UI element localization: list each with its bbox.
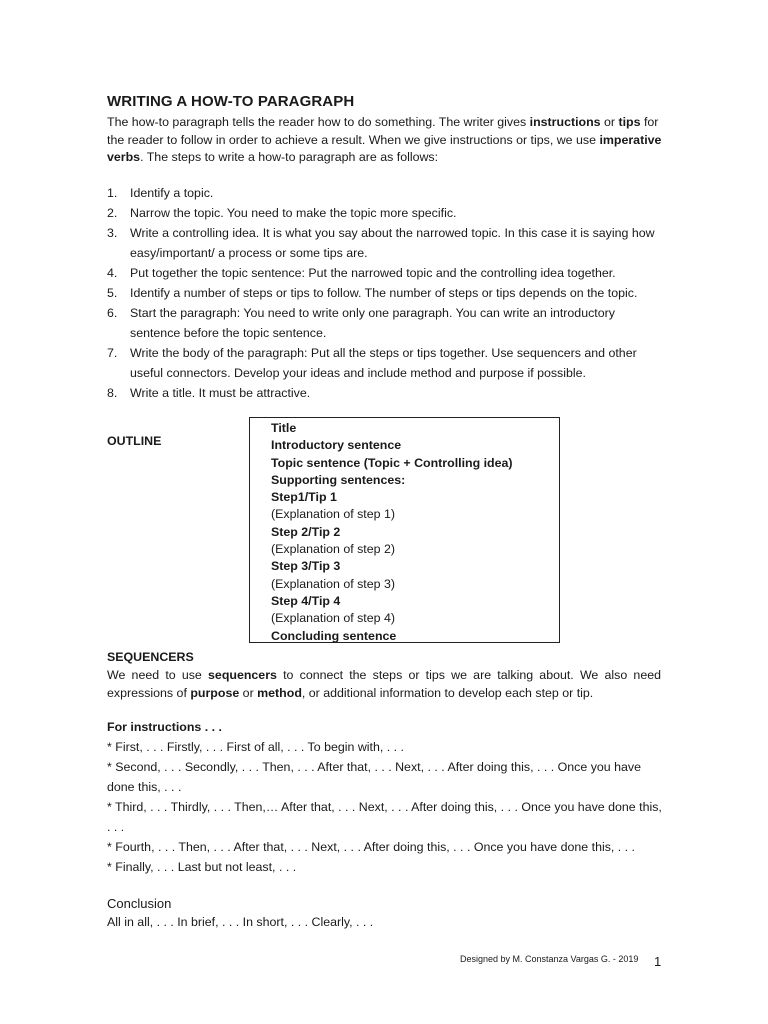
step-text: Write the body of the paragraph: Put all the steps or tips together. Use sequencers and other useful connectors. Develop your ideas and include method and purpose if possible. bbox=[130, 346, 637, 380]
list-item bbox=[107, 303, 667, 343]
outline-line-supporting: Supporting sentences: bbox=[271, 472, 406, 487]
seq-text-3: or bbox=[239, 685, 258, 700]
list-item bbox=[107, 383, 667, 403]
list-item: * Second, . . . Secondly, . . . Then, . . . After that, . . . Next, . . . After doing this, . . . Once you have done this, . . . bbox=[107, 760, 641, 794]
instructions-list bbox=[107, 737, 667, 877]
list-item bbox=[107, 343, 667, 383]
step-number: 4. bbox=[107, 266, 118, 280]
intro-text-1: The how-to paragraph tells the reader how to do something. The writer gives bbox=[107, 115, 530, 129]
sequencers-heading: SEQUENCERS bbox=[107, 650, 194, 664]
seq-text-4: , or additional information to develop each step or tip. bbox=[301, 685, 594, 700]
outline-line-explanation2: (Explanation of step 2) bbox=[271, 542, 395, 557]
intro-paragraph bbox=[107, 114, 667, 167]
list-item: * First, . . . Firstly, . . . First of all, . . . To begin with, . . . bbox=[107, 740, 404, 754]
list-item bbox=[107, 283, 667, 303]
step-text: Put together the topic sentence: Put the narrowed topic and the controlling idea together. bbox=[130, 266, 616, 280]
list-item: * Third, . . . Thirdly, . . . Then,… After that, . . . Next, . . . After doing this, . . . Once you have done this, . . . bbox=[107, 800, 662, 834]
step-text: Identify a number of steps or tips to follow. The number of steps or tips depends on the topic. bbox=[130, 286, 638, 300]
step-text: Narrow the topic. You need to make the topic more specific. bbox=[130, 206, 457, 220]
intro-text-2: or bbox=[600, 115, 619, 129]
seq-bold-purpose: purpose bbox=[190, 685, 240, 700]
step-number: 3. bbox=[107, 226, 118, 240]
step-number: 6. bbox=[107, 306, 118, 320]
outline-line-title: Title bbox=[271, 421, 297, 435]
sequencers-paragraph bbox=[107, 667, 661, 702]
step-number: 1. bbox=[107, 186, 118, 200]
seq-text-2: to connect the steps or tips we are talking about. We also need expressions of bbox=[107, 668, 661, 700]
outline-box bbox=[249, 417, 560, 643]
list-item bbox=[107, 223, 667, 263]
conclusion-text: All in all, . . . In brief, . . . In short, . . . Clearly, . . . bbox=[107, 915, 374, 929]
seq-bold-sequencers: sequencers bbox=[208, 668, 277, 682]
list-item: * Finally, . . . Last but not least, . . . bbox=[107, 860, 297, 874]
outline-line-concluding: Concluding sentence bbox=[271, 628, 397, 643]
steps-list bbox=[107, 183, 667, 403]
outline-line-explanation4: (Explanation of step 4) bbox=[271, 611, 395, 626]
outline-line-explanation3: (Explanation of step 3) bbox=[271, 576, 395, 591]
seq-bold-method: method bbox=[257, 685, 302, 700]
step-text: Identify a topic. bbox=[130, 186, 214, 200]
step-number: 8. bbox=[107, 386, 118, 400]
outline-line-step3: Step 3/Tip 3 bbox=[271, 559, 341, 574]
intro-bold-instructions: instructions bbox=[529, 115, 601, 129]
seq-text-1: We need to use bbox=[107, 668, 209, 682]
step-number: 5. bbox=[107, 286, 118, 300]
outline-line-explanation1: (Explanation of step 1) bbox=[271, 507, 395, 522]
list-item bbox=[107, 203, 667, 223]
step-text: Write a controlling idea. It is what you say about the narrowed topic. In this case it is saying how easy/important/ a process or some tips are. bbox=[130, 226, 655, 260]
intro-text-3: for the reader to follow in order to achieve a result. When we give instructions or tips, we use bbox=[107, 115, 659, 147]
instructions-heading: For instructions . . . bbox=[107, 720, 222, 734]
step-number: 7. bbox=[107, 346, 118, 360]
step-text: Write a title. It must be attractive. bbox=[130, 386, 311, 400]
page-number: 1 bbox=[654, 954, 662, 969]
intro-text-4: . The steps to write a how-to paragraph are as follows: bbox=[140, 150, 439, 164]
outline-label: OUTLINE bbox=[107, 434, 162, 448]
footer-credit: Designed by M. Constanza Vargas G. - 2019 bbox=[460, 954, 639, 964]
outline-line-step4: Step 4/Tip 4 bbox=[271, 593, 341, 608]
intro-bold-imperative-verbs: imperative verbs bbox=[107, 132, 662, 164]
outline-line-topic: Topic sentence (Topic + Controlling idea) bbox=[271, 455, 513, 470]
intro-bold-tips: tips bbox=[618, 115, 641, 129]
outline-line-intro: Introductory sentence bbox=[271, 438, 402, 453]
step-text: Start the paragraph: You need to write only one paragraph. You can write an introductory sentence before the topic sentence. bbox=[130, 306, 615, 340]
page-title: WRITING A HOW-TO PARAGRAPH bbox=[107, 93, 355, 110]
outline-line-step1: Step1/Tip 1 bbox=[271, 490, 337, 505]
list-item: * Fourth, . . . Then, . . . After that, . . . Next, . . . After doing this, . . . Once you have done this, . . . bbox=[107, 840, 636, 854]
list-item bbox=[107, 263, 667, 283]
conclusion-heading: Conclusion bbox=[107, 896, 172, 911]
list-item bbox=[107, 183, 667, 203]
step-number: 2. bbox=[107, 206, 118, 220]
outline-line-step2: Step 2/Tip 2 bbox=[271, 524, 341, 539]
